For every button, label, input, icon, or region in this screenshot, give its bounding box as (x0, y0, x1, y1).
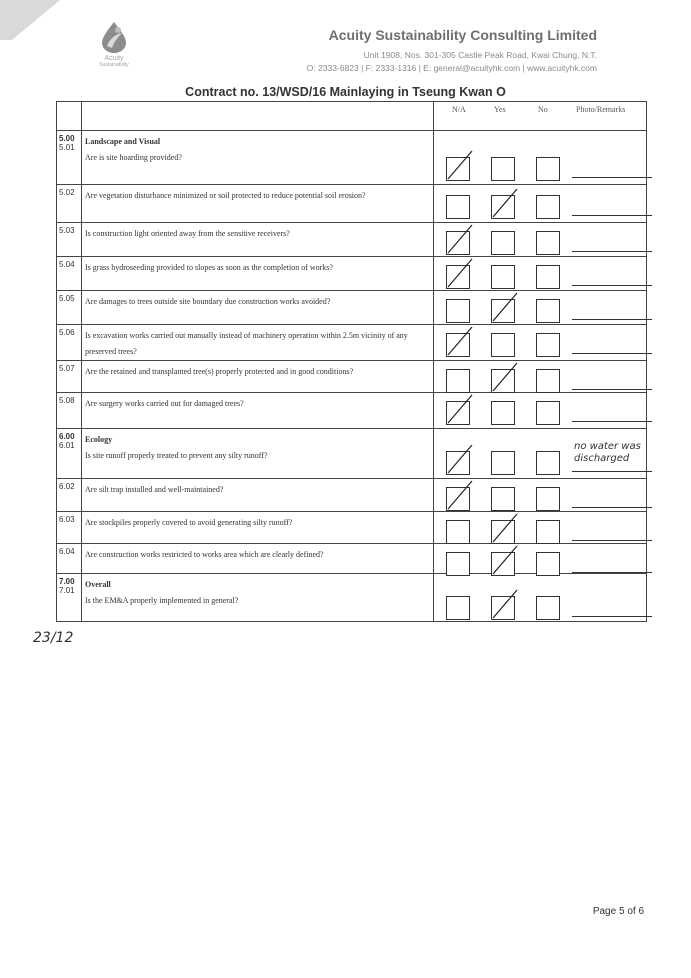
checkmark-icon (444, 393, 474, 427)
item-answer-cell (434, 257, 647, 291)
checkbox-no[interactable] (536, 487, 560, 511)
item-answer-cell (434, 393, 647, 429)
item-question: Are damages to trees outside site boundary due construction works avoided? (85, 297, 331, 306)
item-answer-cell (434, 223, 647, 257)
remark-line[interactable] (572, 251, 652, 252)
item-question: Is construction light oriented away from the sensitive receivers? (85, 229, 290, 238)
checkbox-no[interactable] (536, 369, 560, 393)
item-answer-cell (434, 325, 647, 361)
item-number: 6.03 (59, 515, 75, 524)
item-number: 6.02 (59, 482, 75, 491)
checkbox-na[interactable] (446, 299, 470, 323)
item-question-cell (82, 291, 434, 325)
checkbox-yes[interactable] (491, 451, 515, 475)
company-header (307, 27, 597, 75)
checklist-row-5-03 (57, 223, 647, 257)
item-question-cell (82, 325, 434, 361)
item-number: 7.01 (59, 586, 75, 595)
item-answer-cell (434, 185, 647, 223)
company-logo (84, 20, 144, 68)
checkmark-icon (489, 512, 519, 546)
checklist-row-6-01 (57, 429, 647, 479)
item-number-cell (57, 393, 82, 429)
remark-line[interactable] (572, 421, 652, 422)
checklist-row-5-05 (57, 291, 647, 325)
item-number-cell (57, 574, 82, 622)
item-answer-cell (434, 291, 647, 325)
checkmark-icon (489, 291, 519, 325)
leaf-drop-icon (96, 20, 132, 54)
item-number-cell (57, 257, 82, 291)
handwritten-date: 23/12 (33, 630, 74, 646)
section-title: Ecology (85, 435, 113, 444)
page-of: of (627, 906, 636, 917)
item-number: 5.07 (59, 364, 75, 373)
checklist-row-5-01 (57, 131, 647, 185)
checklist-row-6-03 (57, 512, 647, 544)
checkbox-yes[interactable] (491, 265, 515, 289)
item-number-cell (57, 223, 82, 257)
item-question-cell (82, 185, 434, 223)
checkbox-na[interactable] (446, 596, 470, 620)
checkbox-no[interactable] (536, 157, 560, 181)
item-number-cell (57, 429, 82, 479)
checkbox-yes[interactable] (491, 487, 515, 511)
item-question-cell (82, 512, 434, 544)
item-answer-cell (434, 429, 647, 479)
item-number-cell (57, 325, 82, 361)
contract-title: Contract no. 13/WSD/16 Mainlaying in Tseung Kwan O (185, 85, 506, 99)
item-number-cell (57, 512, 82, 544)
item-question: Is the EM&A properly implemented in general? (85, 596, 239, 605)
remark-line[interactable] (572, 540, 652, 541)
item-question: Are stockpiles properly covered to avoid generating silty runoff? (85, 518, 293, 527)
remark-line[interactable] (572, 353, 652, 354)
item-question-cell (82, 257, 434, 291)
checkbox-no[interactable] (536, 333, 560, 357)
item-question-cell (82, 131, 434, 185)
checkbox-no[interactable] (536, 195, 560, 219)
checkbox-no[interactable] (536, 231, 560, 255)
section-title: Landscape and Visual (85, 137, 161, 146)
item-answer-cell (434, 574, 647, 622)
handwritten-remark: no water was discharged (574, 441, 641, 464)
checkbox-yes[interactable] (491, 401, 515, 425)
item-answer-cell (434, 131, 647, 185)
company-contact: O: 2333-6823 | F: 2333-1316 | E: general@acuityhk.com | www.acuityhk.com (306, 63, 597, 73)
col-no-header: No (538, 105, 548, 114)
item-question: Are is site hoarding provided? (85, 153, 182, 162)
page-current: 5 (618, 906, 625, 917)
checkmark-icon (489, 187, 519, 221)
item-question: Are surgery works carried out for damaged trees? (85, 399, 244, 408)
item-number: 5.08 (59, 396, 75, 405)
checkbox-na[interactable] (446, 552, 470, 576)
checkmark-icon (444, 325, 474, 359)
item-answer-cell (434, 512, 647, 544)
company-address: Unit 1908, Nos. 301-305 Castle Peak Road, Kwai Chung, N.T. (363, 50, 597, 60)
item-answer-cell (434, 544, 647, 574)
checkmark-icon (489, 588, 519, 622)
col-yes-header: Yes (494, 105, 506, 114)
checkbox-no[interactable] (536, 401, 560, 425)
item-question: Are the retained and transplanted tree(s) properly protected and in good conditions? (85, 367, 354, 376)
item-question: Are construction works restricted to works area which are clearly defined? (85, 550, 324, 559)
remark-line[interactable] (572, 319, 652, 320)
item-number: 6.04 (59, 547, 75, 556)
item-question: Is excavation works carried out manually instead of machinery operation within 2.5m vicinity of any preserved trees? (85, 331, 408, 356)
checklist-row-5-08 (57, 393, 647, 429)
item-number: 6.01 (59, 441, 75, 450)
table-header-row (57, 102, 647, 131)
item-question: Is grass hydroseeding provided to slopes as soon as the completion of works? (85, 263, 333, 272)
logo-text: Acuity (104, 55, 124, 62)
item-question: Are silt trap installed and well-maintained? (85, 485, 224, 494)
checkmark-icon (444, 257, 474, 291)
item-question-cell (82, 429, 434, 479)
item-question-cell (82, 479, 434, 512)
item-number: 5.02 (59, 188, 75, 197)
checkbox-no[interactable] (536, 552, 560, 576)
item-number: 5.06 (59, 328, 75, 337)
checkbox-no[interactable] (536, 299, 560, 323)
section-number: 5.00 (59, 134, 75, 143)
checkmark-icon (444, 149, 474, 183)
remark-line[interactable] (572, 285, 652, 286)
checkbox-na[interactable] (446, 195, 470, 219)
remark-line[interactable] (572, 215, 652, 216)
checklist-row-5-06 (57, 325, 647, 361)
checkbox-na[interactable] (446, 369, 470, 393)
checklist-row-6-04 (57, 544, 647, 574)
item-number-cell (57, 185, 82, 223)
item-number-cell (57, 479, 82, 512)
item-question: Are vegetation disturbance minimized or soil protected to reduce potential soil erosion? (85, 191, 366, 200)
checklist-row-5-07 (57, 361, 647, 393)
checkmark-icon (444, 223, 474, 257)
checkmark-icon (444, 443, 474, 477)
checkmark-icon (489, 361, 519, 395)
item-number-cell (57, 291, 82, 325)
checkmark-icon (444, 479, 474, 513)
checkbox-no[interactable] (536, 520, 560, 544)
checkbox-yes[interactable] (491, 333, 515, 357)
checkbox-na[interactable] (446, 520, 470, 544)
item-question-cell (82, 223, 434, 257)
page-total: 6 (638, 906, 644, 917)
col-na-header: N/A (452, 105, 466, 114)
checkbox-no[interactable] (536, 596, 560, 620)
item-number: 5.05 (59, 294, 75, 303)
col-remarks-header: Photo/Remarks (576, 105, 626, 114)
remark-line[interactable] (572, 616, 652, 617)
checklist-row-5-02 (57, 185, 647, 223)
section-number: 7.00 (59, 577, 75, 586)
checklist-table (56, 101, 647, 622)
item-question-cell (82, 361, 434, 393)
item-question-cell (82, 574, 434, 622)
item-question-cell (82, 393, 434, 429)
remark-line[interactable] (572, 389, 652, 390)
scan-corner-mark (0, 0, 70, 40)
checkbox-yes[interactable] (491, 157, 515, 181)
item-number: 5.01 (59, 143, 75, 152)
item-question-cell (82, 544, 434, 574)
checklist-row-6-02 (57, 479, 647, 512)
item-answer-cell (434, 361, 647, 393)
item-answer-cell (434, 479, 647, 512)
item-question: Is site runoff properly treated to prevent any silty runoff? (85, 451, 268, 460)
item-number-cell (57, 544, 82, 574)
remark-line[interactable] (572, 507, 652, 508)
item-number: 5.03 (59, 226, 75, 235)
page-number (593, 906, 644, 917)
checkbox-yes[interactable] (491, 231, 515, 255)
remark-line[interactable] (572, 471, 652, 472)
page-label: Page (592, 906, 617, 917)
section-number: 6.00 (59, 432, 75, 441)
company-name: Acuity Sustainability Consulting Limited (328, 27, 597, 43)
checklist-row-7-01 (57, 574, 647, 622)
remark-line[interactable] (572, 177, 652, 178)
checkbox-no[interactable] (536, 451, 560, 475)
checkbox-no[interactable] (536, 265, 560, 289)
checklist-row-5-04 (57, 257, 647, 291)
item-number: 5.04 (59, 260, 75, 269)
section-title: Overall (85, 580, 111, 589)
item-number-cell (57, 361, 82, 393)
item-number-cell (57, 131, 82, 185)
logo-subtext: Sustainability (99, 62, 129, 68)
